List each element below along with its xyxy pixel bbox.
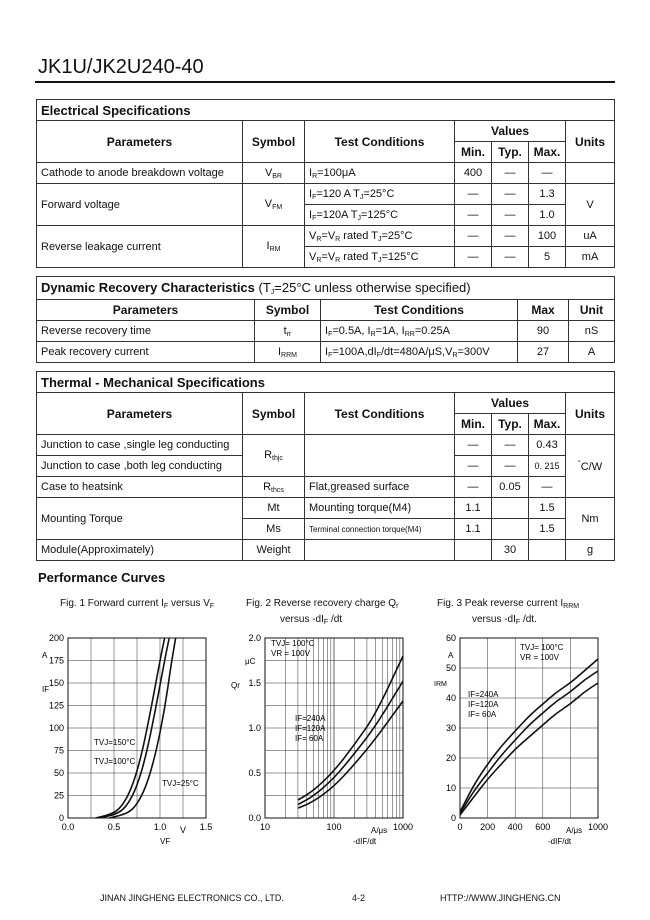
y-tick-label: 50 [53,768,64,778]
param-cell: Forward voltage [37,184,243,226]
typ-cell [492,498,529,519]
fig3-chart [420,630,620,855]
max-cell: 0. 215 [529,456,566,477]
units-cell: °C/W [566,435,615,498]
footer-company: JINAN JINGHENG ELECTRONICS CO., LTD. [100,893,284,903]
min-cell [455,540,492,561]
min-cell: — [455,226,492,247]
x-tick-label: 0.5 [107,822,121,832]
x-tick-label: 10 [259,822,271,832]
col-typ: Typ. [492,414,529,435]
condition-cell: $I_F=0.5A$, $I_R=1A$, $I_{RR}=0.25A$ [321,321,518,342]
x-tick-label: 0 [457,822,463,832]
x-unit-label: A/μs [566,826,583,835]
performance-title: Performance Curves [38,570,166,585]
thermal-spec-table [36,371,615,561]
max-cell: 1.5 [529,519,566,540]
param-cell: Cathode to anode breakdown voltage [37,163,243,184]
symbol-cell: $I_{RRM}$ [255,342,321,363]
x-axis-label: -dIF/dt [548,837,572,846]
thermal-title: Thermal - Mechanical Specifications [37,372,615,393]
condition-cell [305,435,455,477]
fig2-caption-line2: versus $-dI_F$ /dt [280,614,343,626]
max-cell: 1.5 [529,498,566,519]
param-cell: Module(Approximately) [37,540,243,561]
y-tick-label: 75 [53,745,64,756]
typ-cell: — [492,435,529,456]
x-axis-label: VF [160,837,171,846]
max-cell: 90 [518,321,569,342]
fig3-caption: Fig. 3 Peak reverse current $I_{RRM}$ [437,598,580,610]
min-cell: 400 [455,163,492,184]
typ-cell: 30 [492,540,529,561]
col-unit: Unit [569,300,615,321]
typ-cell: — [492,184,529,205]
col-typ: Typ. [492,142,529,163]
symbol-cell: $V_{BR}$ [243,163,305,184]
col-values: Values [455,393,566,414]
fig2-caption: Fig. 2 Reverse recovery charge $Q_r$ [246,598,399,610]
x-tick-label: 1.0 [153,822,167,832]
units-cell: V [566,184,615,226]
col-units: Units [566,393,615,435]
min-cell: 1.1 [455,498,492,519]
y-tick-label: 25 [53,790,64,801]
y-tick-label: 175 [48,655,64,666]
typ-cell: — [492,247,529,268]
footer-url: HTTP://WWW.JINGHENG.CN [440,893,561,903]
table-row [37,498,615,519]
param-cell: Case to heatsink [37,477,243,498]
typ-cell: — [492,226,529,247]
series-label: TVJ=100°C [94,757,136,766]
min-cell: — [455,184,492,205]
y-tick-label: 50 [445,663,456,673]
table-row [37,226,615,247]
max-cell: 27 [518,342,569,363]
y-tick-label: 0.0 [248,813,261,823]
col-min: Min. [455,414,492,435]
title-rule [35,81,615,83]
condition-cell: $I_F=120$ A $T_J=25^\circ C$ [305,184,455,205]
y-tick-label: 0 [450,813,456,823]
x-tick-label: 400 [507,822,523,832]
col-test-conditions: Test Conditions [321,300,518,321]
symbol-cell: Ms [243,519,305,540]
y-tick-label: 100 [48,723,64,733]
condition-cell: $I_F=120A$ $T_J=125^\circ C$ [305,205,455,226]
x-unit-label: A/μs [371,826,388,835]
min-cell: — [455,205,492,226]
series-label: IF=240A [468,690,499,699]
symbol-cell: $R_{thjc}$ [243,435,305,477]
max-cell: 100 [529,226,566,247]
series-label: TVJ=150°C [94,738,136,747]
fig1-caption: Fig. 1 Forward current $I_F$ versus $V_F$ [60,598,215,610]
y-tick-label: 10 [445,783,456,793]
series-label: IF=120A [295,724,326,733]
fig2-chart [225,630,425,855]
typ-cell: 0.05 [492,477,529,498]
x-tick-label: 0.0 [61,822,75,832]
page-title: JK1U/JK2U240-40 [38,56,204,78]
y-unit-label: A [448,651,454,660]
units-cell [566,163,615,184]
y-tick-label: 60 [445,633,456,643]
min-cell: — [455,435,492,456]
table-row [37,163,615,184]
y-tick-label: 200 [48,633,64,643]
col-parameters: Parameters [37,300,255,321]
y-unit-label: μC [245,657,256,666]
table-row [37,540,615,561]
y-tick-label: 0 [58,813,64,823]
condition-cell [305,540,455,561]
y-axis-label: IRM [434,681,447,688]
y-tick-label: 0.5 [248,768,261,778]
series-label: IF=120A [468,700,499,709]
units-cell: mA [566,247,615,268]
param-cell: Junction to case ,both leg conducting [37,456,243,477]
x-tick-label: 1.5 [199,822,213,832]
max-cell: 1.0 [529,205,566,226]
annotation-label: TVJ= 100°C [520,643,564,652]
symbol-cell: $I_{RM}$ [243,226,305,268]
y-tick-label: 20 [445,753,456,763]
table-row [37,321,615,342]
col-units: Units [566,121,615,163]
col-min: Min. [455,142,492,163]
units-cell: Nm [566,498,615,540]
min-cell: — [455,456,492,477]
series-label: TVJ=25°C [162,779,199,788]
y-axis-label: Qr [231,681,240,690]
max-cell: — [529,163,566,184]
condition-cell: $I_F=100A,dI_F/dt=480A/\mu S,V_R=300V$ [321,342,518,363]
y-tick-label: 40 [445,693,456,703]
y-tick-label: 125 [48,700,64,711]
annotation-label: TVJ= 100°C [271,639,315,648]
min-cell: — [455,477,492,498]
max-cell: — [529,477,566,498]
y-tick-label: 2.0 [248,633,261,643]
max-cell: 5 [529,247,566,268]
y-tick-label: 150 [48,678,64,688]
dynamic-title: Dynamic Recovery Characteristics ($T_J=25^\circ C$ unless otherwise specified) [37,277,615,300]
col-values: Values [455,121,566,142]
param-cell: Peak recovery current [37,342,255,363]
y-tick-label: 1.0 [248,723,261,733]
series-label: IF=240A [295,714,326,723]
x-tick-label: 1000 [587,822,609,832]
symbol-cell: $R_{thcs}$ [243,477,305,498]
table-row [37,184,615,205]
symbol-cell: Mt [243,498,305,519]
symbol-cell: $V_{FM}$ [243,184,305,226]
condition-cell: $V_R=V_R$ rated $T_J=25^\circ C$ [305,226,455,247]
table-row [37,342,615,363]
table-row [37,477,615,498]
x-tick-label: 200 [480,822,496,832]
col-symbol: Symbol [255,300,321,321]
condition-cell: Terminal connection torque(M4) [305,519,455,540]
symbol-cell: Weight [243,540,305,561]
electrical-title: Electrical Specifications [37,100,615,121]
col-test-conditions: Test Conditions [305,121,455,163]
typ-cell: — [492,163,529,184]
symbol-cell: $t_{rr}$ [255,321,321,342]
param-cell: Junction to case ,single leg conducting [37,435,243,456]
x-axis-label: -dIF/dt [353,837,377,846]
max-cell [529,540,566,561]
unit-cell: A [569,342,615,363]
col-symbol: Symbol [243,121,305,163]
y-tick-label: 1.5 [248,678,261,688]
fig1-chart [30,630,220,855]
condition-cell: $V_R=V_R$ rated $T_J=125^\circ C$ [305,247,455,268]
col-symbol: Symbol [243,393,305,435]
typ-cell: — [492,456,529,477]
x-tick-label: 600 [535,822,551,832]
col-parameters: Parameters [37,121,243,163]
series-label: IF= 60A [295,734,324,743]
y-tick-label: 30 [445,723,456,733]
col-parameters: Parameters [37,393,243,435]
electrical-spec-table [36,99,615,268]
col-max: Max. [529,414,566,435]
typ-cell [492,519,529,540]
annotation-label: VR = 100V [271,649,310,658]
y-unit-label: A [42,651,48,660]
condition-cell: Flat,greased surface [305,477,455,498]
col-max: Max [518,300,569,321]
col-test-conditions: Test Conditions [305,393,455,435]
footer-page: 4-2 [352,893,366,903]
series-label: IF= 60A [468,710,497,719]
condition-cell: Mounting torque(M4) [305,498,455,519]
param-cell: Mounting Torque [37,498,243,540]
max-cell: 0.43 [529,435,566,456]
min-cell: — [455,247,492,268]
units-cell: g [566,540,615,561]
x-unit-label: V [180,825,187,835]
max-cell: 1.3 [529,184,566,205]
param-cell: Reverse recovery time [37,321,255,342]
typ-cell: — [492,205,529,226]
x-tick-label: 100 [326,822,342,832]
dynamic-recovery-table [36,276,615,363]
param-cell: Reverse leakage current [37,226,243,268]
unit-cell: nS [569,321,615,342]
condition-cell: $I_R=100\mu A$ [305,163,455,184]
table-row [37,435,615,456]
min-cell: 1.1 [455,519,492,540]
fig3-caption-line2: versus $-dI_F$ /dt. [472,614,537,626]
col-max: Max. [529,142,566,163]
annotation-label: VR = 100V [520,653,559,662]
y-axis-label: IF [42,685,50,694]
x-tick-label: 1000 [392,822,414,832]
units-cell: uA [566,226,615,247]
